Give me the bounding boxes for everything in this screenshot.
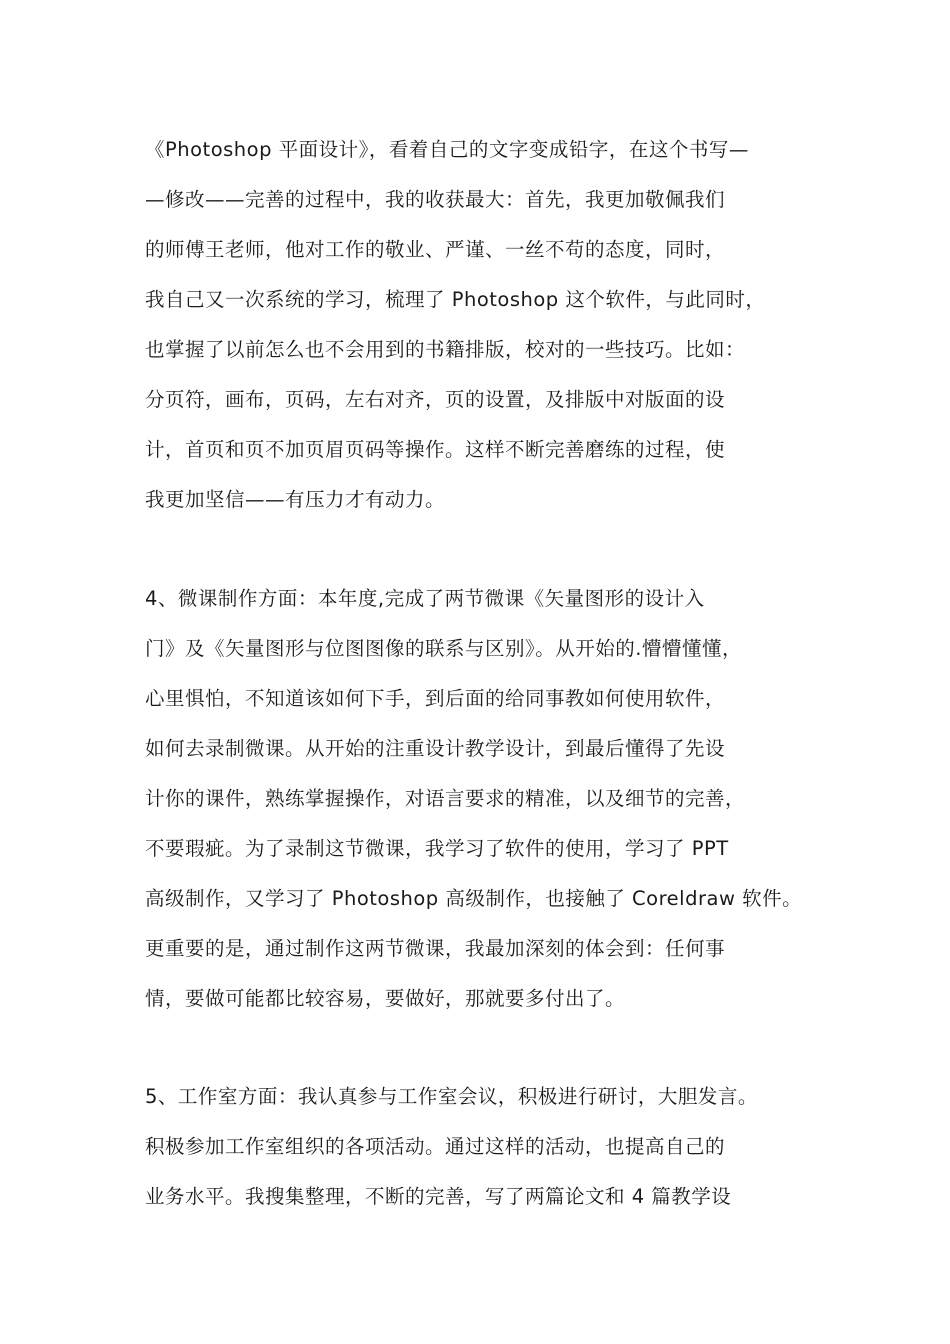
text-line: 分页符，画布，页码，左右对齐，页的设置，及排版中对版面的设 bbox=[145, 388, 726, 411]
paragraph-micro-course bbox=[145, 574, 825, 1024]
text-line: 如何去录制微课。从开始的注重设计教学设计，到最后懂得了先设 bbox=[145, 737, 726, 760]
text-line: 《Photoshop 平面设计》，看着自己的文字变成铅字，在这个书写— bbox=[145, 138, 749, 161]
text-line: 计你的课件，熟练掌握操作，对语言要求的精准，以及细节的完善， bbox=[145, 787, 746, 810]
text-line: 高级制作，又学习了 Photoshop 高级制作，也接触了 Coreldraw 软件。 bbox=[145, 887, 803, 910]
text-line: 我更加坚信——有压力才有动力。 bbox=[145, 488, 446, 511]
text-line: 计，首页和页不加页眉页码等操作。这样不断完善磨练的过程，使 bbox=[145, 438, 726, 461]
text-line: —修改——完善的过程中，我的收获最大：首先，我更加敬佩我们 bbox=[145, 188, 726, 211]
paragraph-photoshop-book bbox=[145, 125, 825, 525]
text-line: 也掌握了以前怎么也不会用到的书籍排版，校对的一些技巧。比如： bbox=[145, 338, 746, 361]
text-line: 心里惧怕，不知道该如何下手，到后面的给同事教如何使用软件， bbox=[145, 687, 726, 710]
text-line: 情，要做可能都比较容易，要做好，那就要多付出了。 bbox=[145, 987, 626, 1010]
text-line: 的师傅王老师，他对工作的敬业、严谨、一丝不苟的态度，同时， bbox=[145, 238, 726, 261]
text-line: 5、工作室方面：我认真参与工作室会议，积极进行研讨，大胆发言。 bbox=[145, 1085, 758, 1108]
text-line: 门》及《矢量图形与位图图像的联系与区别》。从开始的.懵懵懂懂， bbox=[145, 637, 742, 660]
text-line: 我自己又一次系统的学习，梳理了 Photoshop 这个软件，与此同时， bbox=[145, 288, 766, 311]
text-line: 不要瑕疵。为了录制这节微课，我学习了软件的使用，学习了 PPT bbox=[145, 837, 729, 860]
text-line: 业务水平。我搜集整理，不断的完善，写了两篇论文和 4 篇教学设 bbox=[145, 1185, 732, 1208]
text-line: 更重要的是，通过制作这两节微课，我最加深刻的体会到：任何事 bbox=[145, 937, 726, 960]
text-line: 4、微课制作方面：本年度,完成了两节微课《矢量图形的设计入 bbox=[145, 587, 705, 610]
text-line: 积极参加工作室组织的各项活动。通过这样的活动，也提高自己的 bbox=[145, 1135, 726, 1158]
paragraph-studio bbox=[145, 1072, 825, 1222]
